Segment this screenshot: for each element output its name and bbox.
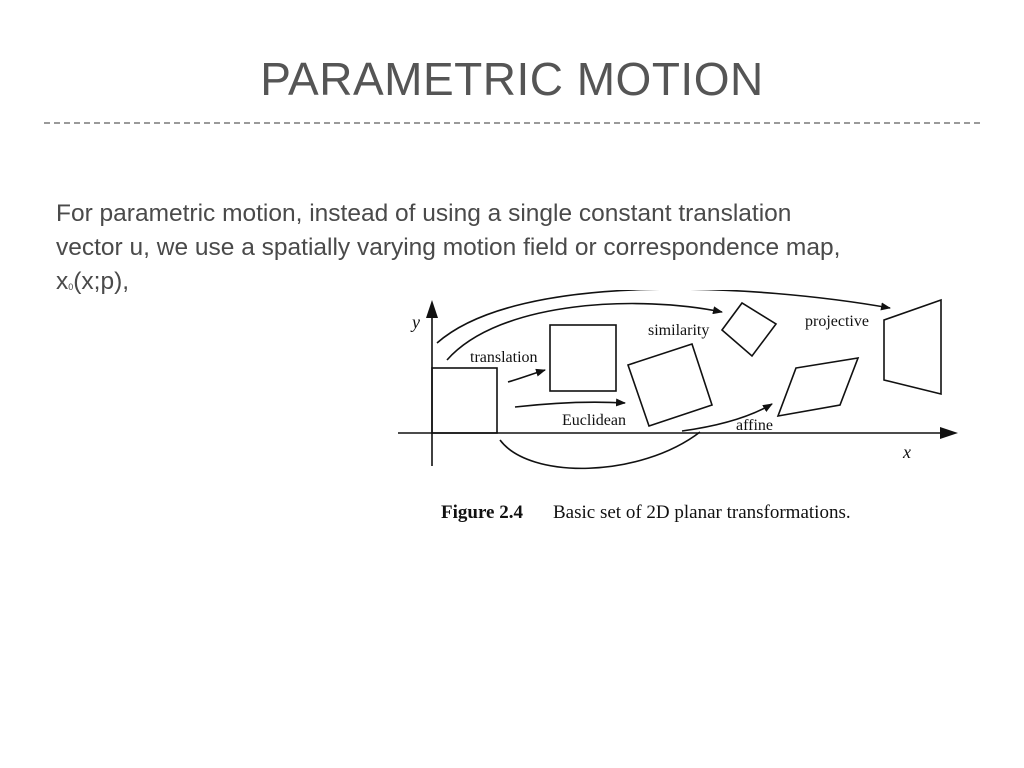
translation-label: translation <box>470 349 538 366</box>
title-divider <box>44 122 980 124</box>
x-axis-arrowhead <box>940 427 958 439</box>
slide-title: PARAMETRIC MOTION <box>260 53 764 105</box>
projective-quadrilateral <box>884 300 941 394</box>
body-subscript: 0 <box>68 282 74 292</box>
similarity-label: similarity <box>648 322 710 339</box>
x-axis-label: x <box>903 442 911 462</box>
transformations-diagram <box>390 290 960 530</box>
body-text <box>56 197 976 304</box>
translation-square <box>550 325 616 391</box>
transformations-figure <box>390 290 960 535</box>
affine-parallelogram <box>778 358 858 416</box>
euclidean-arrow <box>515 402 625 407</box>
body-line-1: For parametric motion, instead of using a single constant translation <box>56 200 792 227</box>
affine-lower-curve <box>500 432 700 468</box>
euclidean-square <box>628 344 712 426</box>
y-axis-arrowhead <box>426 300 438 318</box>
figure-caption-text: Basic set of 2D planar transformations. <box>553 502 851 523</box>
body-x: x <box>56 268 69 295</box>
body-tail: (x;p), <box>73 268 130 295</box>
original-square <box>432 368 497 433</box>
figure-caption-label: Figure 2.4 <box>441 502 523 523</box>
euclidean-label: Euclidean <box>562 412 626 429</box>
projective-label: projective <box>805 313 869 330</box>
body-line-2: vector u, we use a spatially varying motion field or correspondence map, <box>56 234 841 261</box>
translation-arrow <box>508 370 545 382</box>
similarity-square <box>722 303 776 356</box>
affine-label: affine <box>736 417 774 434</box>
y-axis-label: y <box>412 312 420 332</box>
